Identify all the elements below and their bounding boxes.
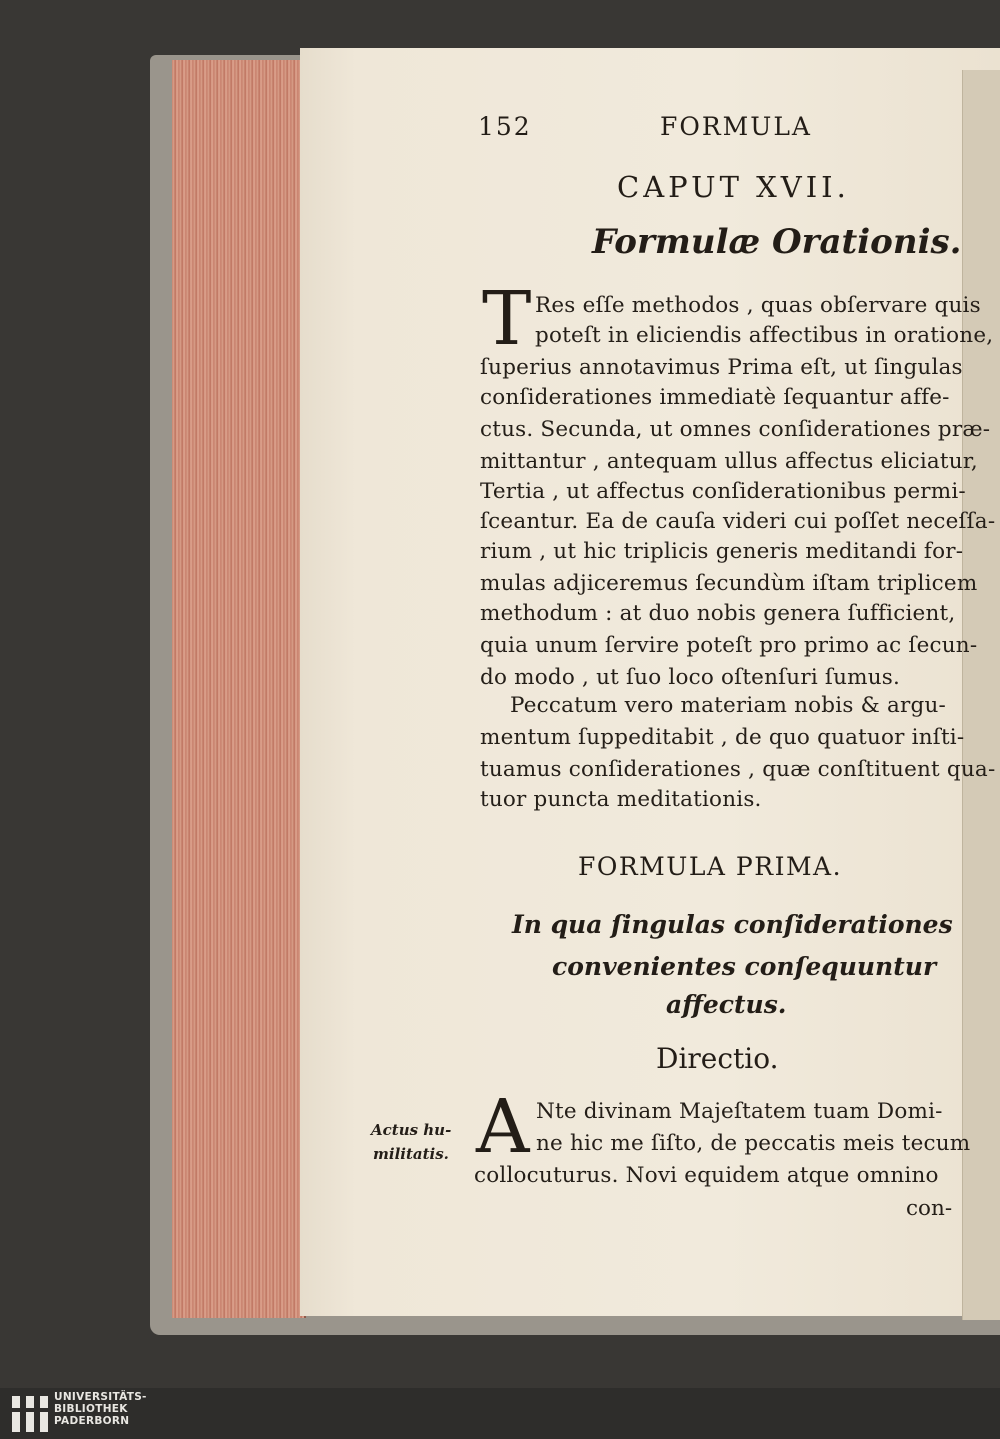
text-line: Nte divinam Majeſtatem tuam Domi- <box>536 1099 943 1124</box>
formula-heading: FORMULA PRIMA. <box>578 852 843 881</box>
logo-line: PADERBORN <box>54 1415 130 1427</box>
text-line: methodum : at duo nobis genera ſufficient, <box>480 601 956 626</box>
page-number: 152 <box>478 112 532 141</box>
text-line: mulas adjiceremus ſecundùm iſtam triplicem <box>480 571 978 596</box>
footer-bar <box>0 1388 1000 1439</box>
section-title: Formulæ Orationis. <box>592 222 962 262</box>
text-line: mittantur , antequam ullus affectus eliciatur, <box>480 449 978 474</box>
directio-heading: Directio. <box>656 1042 779 1075</box>
text-line: conſiderationes immediatè ſequantur affe- <box>480 385 950 410</box>
text-line: tuamus conſiderationes , quæ conſtituent qua- <box>480 757 996 782</box>
formula-subtitle-line: convenientes conſequuntur <box>552 952 937 981</box>
text-line: Peccatum vero materiam nobis & argu- <box>510 693 946 718</box>
formula-subtitle-line: affectus. <box>666 990 787 1019</box>
running-head: FORMULA <box>660 112 812 141</box>
text-line: ctus. Secunda, ut omnes conſiderationes præ- <box>480 417 991 442</box>
text-line: ſceantur. Ea de cauſa videri cui poſſet neceſſa- <box>480 509 996 534</box>
text-line: do modo , ut ſuo loco oſtenſuri ſumus. <box>480 665 901 690</box>
formula-subtitle-line: In qua ſingulas conſiderationes <box>512 910 953 939</box>
text-line: rium , ut hic triplicis generis meditandi for- <box>480 539 964 564</box>
text-line: tuor puncta meditationis. <box>480 787 762 812</box>
text-line: poteſt in eliciendis affectibus in oratione, <box>535 323 994 348</box>
marginal-note-line: militatis. <box>373 1145 449 1163</box>
text-line: collocuturus. Novi equidem atque omnino <box>474 1163 939 1188</box>
logo-line: BIBLIOTHEK <box>54 1403 128 1415</box>
text-line: Res eſſe methodos , quas obſervare quis <box>535 293 981 318</box>
text-line: mentum ſuppeditabit , de quo quatuor inſti- <box>480 725 965 750</box>
university-library-logo-icon <box>10 1394 50 1434</box>
chapter-title: CAPUT XVII. <box>617 170 850 204</box>
catchword: con- <box>906 1196 953 1221</box>
drop-initial: A <box>476 1084 530 1170</box>
page-edges <box>172 60 306 1318</box>
logo-line: UNIVERSITÄTS- <box>54 1391 147 1403</box>
drop-initial: T <box>482 276 532 362</box>
library-logo-text <box>54 1391 147 1427</box>
text-line: quia unum ſervire poteſt pro primo ac ſecun- <box>480 633 978 658</box>
text-line: Tertia , ut affectus conſiderationibus permi- <box>480 479 966 504</box>
text-line: ſuperius annotavimus Prima eſt, ut ſingulas <box>480 355 963 380</box>
text-line: ne hic me ſiſto, de peccatis meis tecum <box>536 1131 971 1156</box>
marginal-note-line: Actus hu- <box>371 1121 452 1139</box>
